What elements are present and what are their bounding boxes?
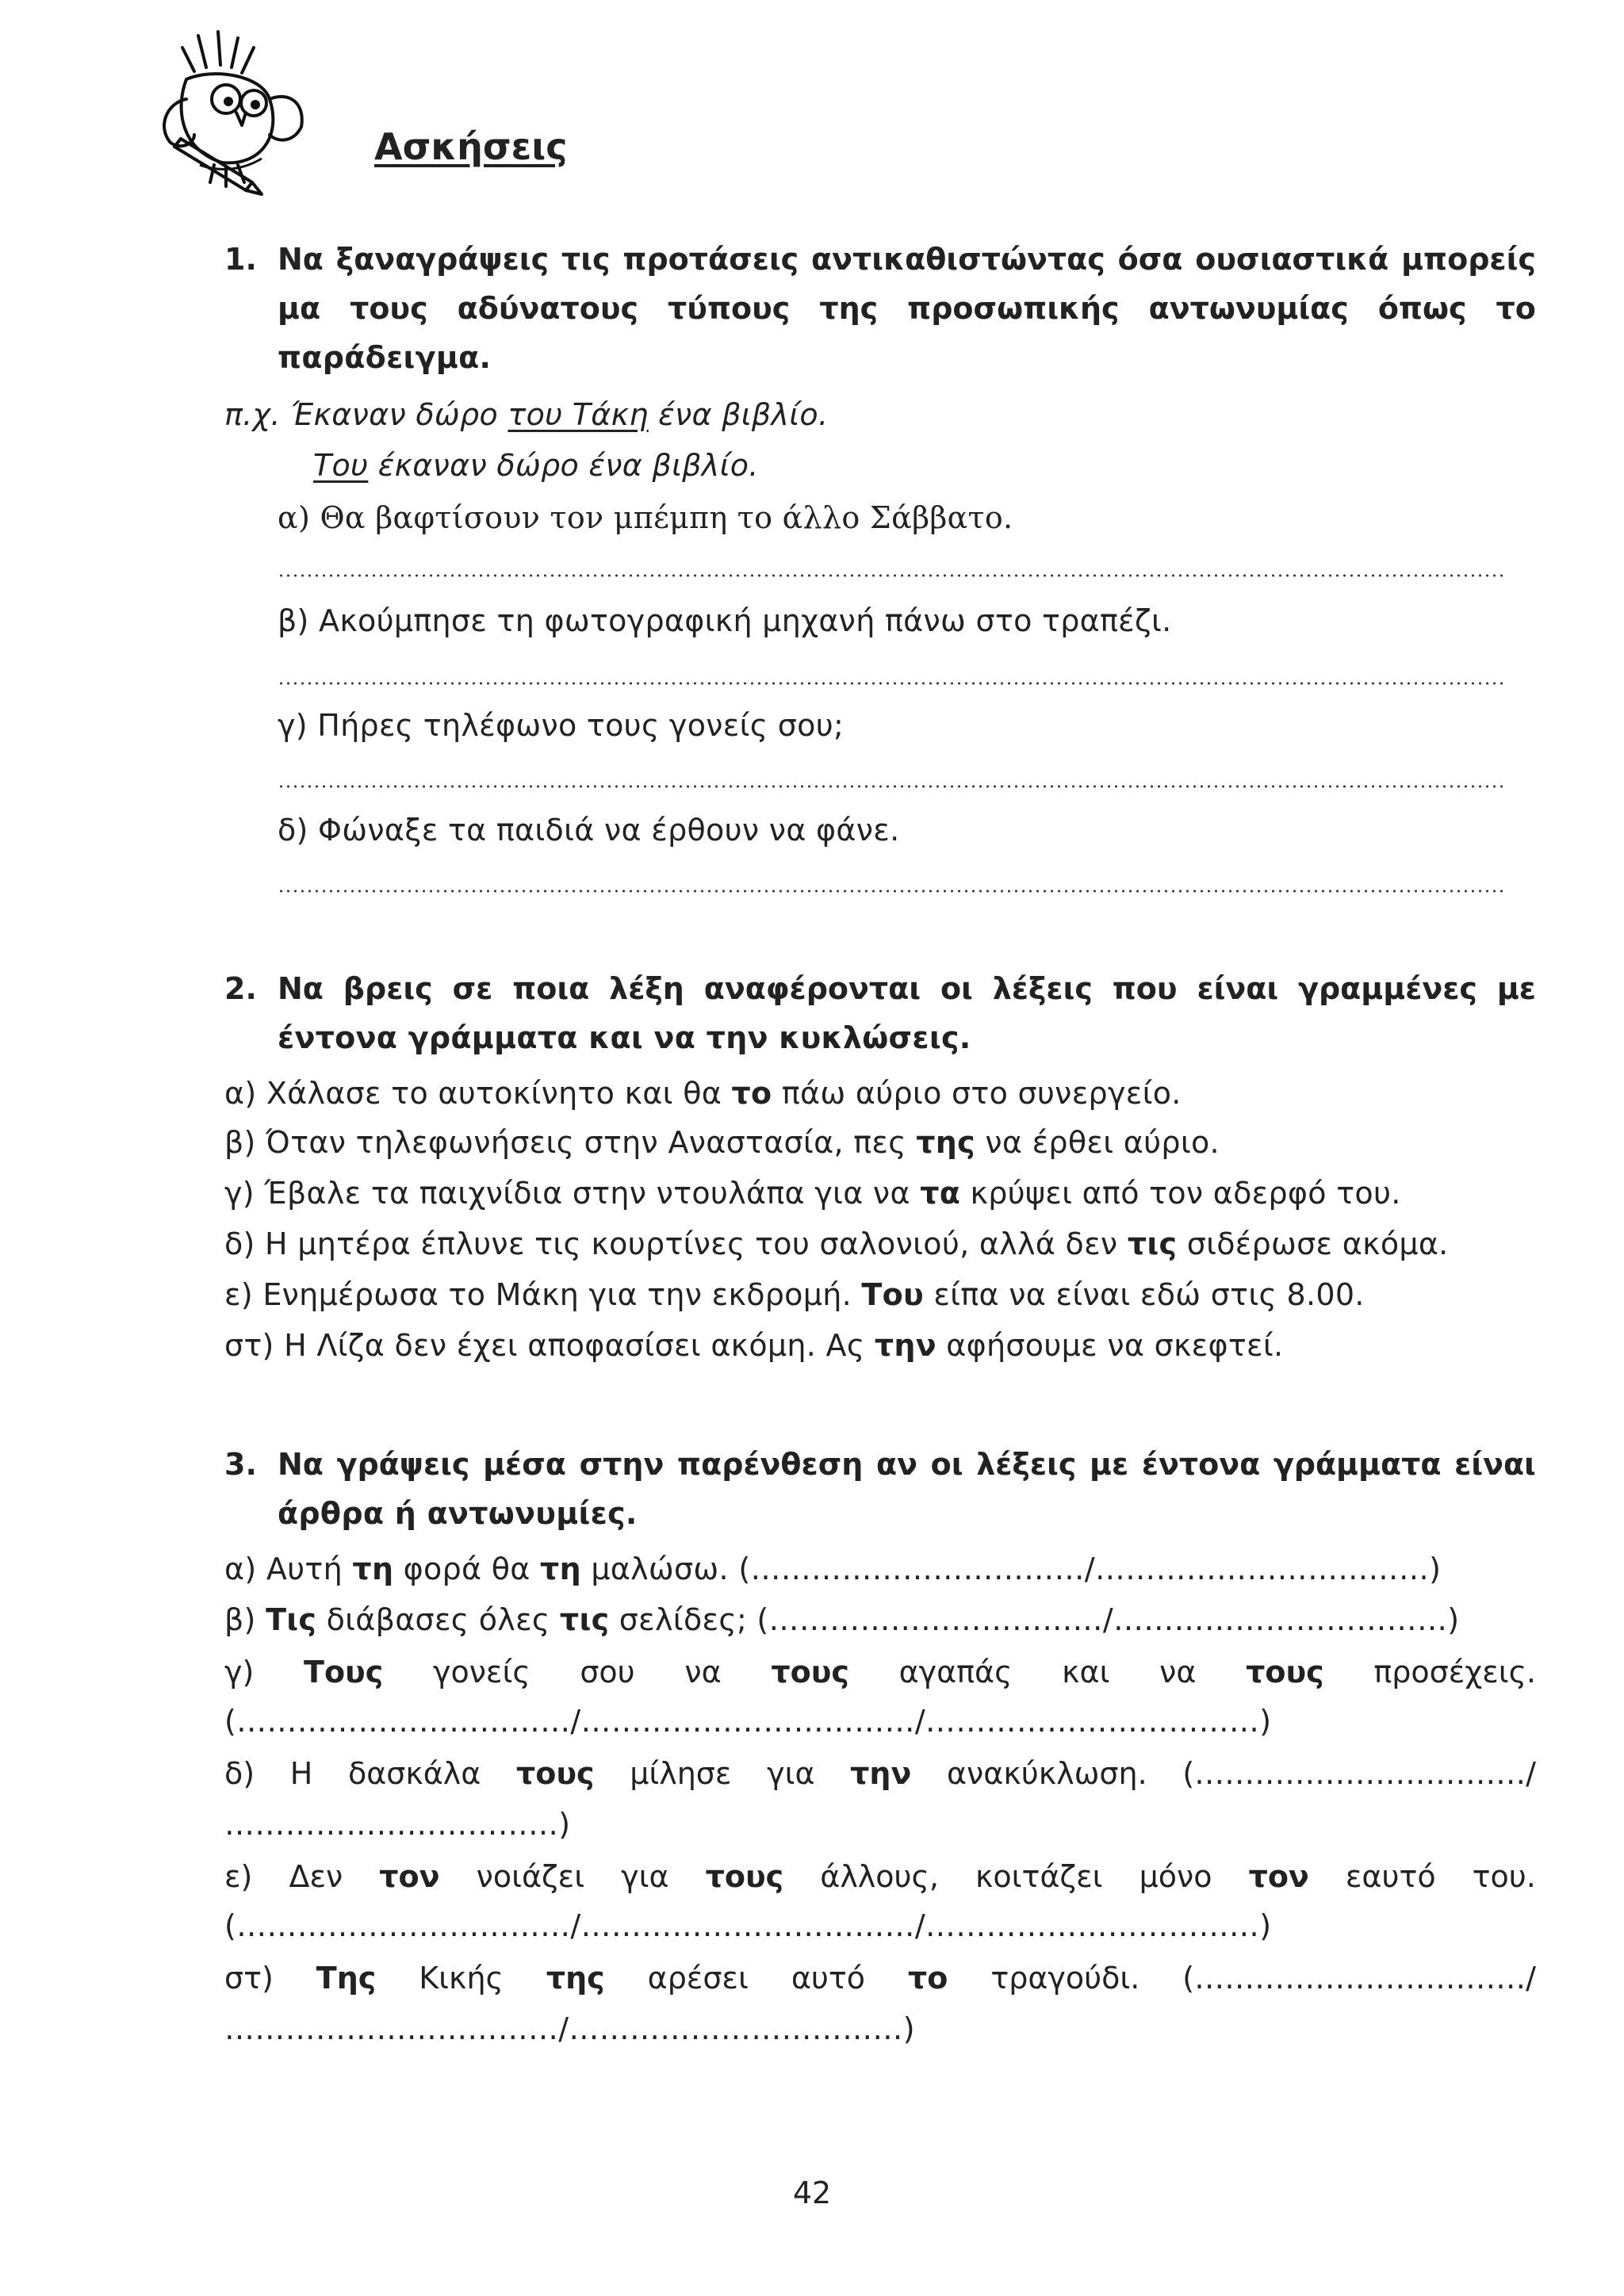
- instruction-word: τους: [350, 291, 428, 326]
- instruction-word: τύπους: [668, 291, 791, 326]
- instruction-word: γράμματα: [1273, 1447, 1442, 1482]
- instruction-word: σε: [452, 971, 493, 1006]
- instruction-word: γραμμένες: [1298, 971, 1477, 1006]
- ex1-item-d: δ) Φώναξε τα παιδιά να έρθουν να φάνε.: [278, 813, 900, 848]
- bold-word: τις: [559, 1602, 610, 1637]
- instruction-word: έντονα: [1141, 1447, 1261, 1482]
- ex2-item: α) Χάλασε το αυτοκίνητο και θα το πάω αύριο στο συνεργείο.: [224, 1076, 1182, 1111]
- ex3-item-d: δ) Η δασκάλα τους μίλησε για την ανακύκλωση. (……………………………/: [224, 1754, 1536, 1793]
- instruction-word: οι: [930, 1447, 963, 1482]
- answer-parenthesis[interactable]: (……………………………/: [1182, 1756, 1536, 1791]
- bold-word[interactable]: της: [916, 1125, 975, 1160]
- example-answer: [313, 446, 759, 485]
- instruction-word: αντωνυμίας: [1148, 291, 1349, 326]
- instruction-word: προσωπικής: [907, 291, 1120, 326]
- ex1-item-a: α) Θα βαφτίσουν τον μπέμπη το άλλο Σάββατο.: [278, 500, 1013, 535]
- instruction-word: το: [1496, 291, 1536, 326]
- page-number: 42: [792, 2175, 832, 2210]
- instruction-word: παρένθεση: [677, 1447, 864, 1482]
- example-sentence: [224, 395, 828, 434]
- ex2-item: ε) Ενημέρωσα το Μάκη για την εκδρομή. Του είπα να είναι εδώ στις 8.00.: [224, 1277, 1365, 1312]
- instruction-word: που: [1112, 971, 1178, 1006]
- answer-line[interactable]: [278, 682, 1507, 685]
- instruction-word: στην: [579, 1447, 665, 1482]
- instruction-word: της: [819, 291, 879, 326]
- instruction-word: αδύνατους: [457, 291, 639, 326]
- exercise-1-instruction-line2: [278, 289, 1536, 328]
- example-underlined: του Τάκη: [508, 397, 649, 432]
- instruction-word: αντικαθιστώντας: [811, 242, 1105, 277]
- ex2-item: β) Όταν τηλεφωνήσεις στην Αναστασία, πες της να έρθει αύριο.: [224, 1125, 1220, 1160]
- instruction-word: μα: [278, 291, 321, 326]
- instruction-word: όσα: [1117, 242, 1183, 277]
- answer-parenthesis[interactable]: μαλώσω. (……………………………/……………………………): [580, 1552, 1442, 1586]
- owl-with-pencil-icon: [151, 24, 309, 198]
- bold-word[interactable]: την: [874, 1328, 936, 1363]
- ex2-item: στ) Η Λίζα δεν έχει αποφασίσει ακόμη. Ας την αφήσουμε να σκεφτεί.: [224, 1328, 1284, 1363]
- instruction-word: ουσιαστικά: [1195, 242, 1389, 277]
- instruction-word: γράψεις: [336, 1447, 470, 1482]
- answer-line[interactable]: [278, 574, 1507, 577]
- answer-parenthesis[interactable]: ……………………………/……………………………): [224, 2011, 915, 2046]
- exercise-1-instruction-line3: παράδειγμα.: [278, 340, 492, 375]
- bold-word[interactable]: τις: [1127, 1226, 1178, 1261]
- bold-word: τη: [540, 1552, 581, 1586]
- answer-parenthesis[interactable]: ……………………………): [224, 1807, 571, 1842]
- bold-word: τη: [352, 1552, 394, 1586]
- bold-word[interactable]: τα: [920, 1176, 961, 1211]
- instruction-word: Να: [278, 242, 324, 277]
- instruction-word: με: [1496, 971, 1536, 1006]
- exercise-number: 3.: [224, 1447, 257, 1482]
- exercise-2-instruction-line2: έντονα γράμματα και να την κυκλώσεις.: [278, 1020, 971, 1055]
- ex2-item: γ) Έβαλε τα παιχνίδια στην ντουλάπα για να τα κρύψει από τον αδερφό του.: [224, 1176, 1401, 1211]
- instruction-word: αν: [876, 1447, 917, 1482]
- instruction-word: βρεις: [343, 971, 433, 1006]
- exercise-3-instruction-line2: άρθρα ή αντωνυμίες.: [278, 1496, 638, 1531]
- instruction-word: ποια: [512, 971, 590, 1006]
- ex1-item-b: β) Ακούμπησε τη φωτογραφική μηχανή πάνω στο τραπέζι.: [278, 603, 1172, 638]
- bold-word[interactable]: Του: [861, 1277, 924, 1312]
- instruction-word: με: [1090, 1447, 1129, 1482]
- instruction-word: αναφέρονται: [703, 971, 921, 1006]
- exercise-number: 2.: [224, 971, 257, 1006]
- exercise-2-instruction-line1: [278, 969, 1536, 1008]
- example-prefix: π.χ. Έκαναν δώρο: [224, 397, 508, 432]
- instruction-word: Να: [278, 971, 324, 1006]
- answer-parenthesis[interactable]: (……………………………/……………………………/……………………………): [224, 1704, 1272, 1739]
- instruction-word: λέξεις: [976, 1447, 1077, 1482]
- answer-line[interactable]: [278, 785, 1507, 788]
- ex2-item: δ) Η μητέρα έπλυνε τις κουρτίνες του σαλονιού, αλλά δεν τις σιδέρωσε ακόμα.: [224, 1226, 1449, 1261]
- instruction-word: λέξεις: [992, 971, 1093, 1006]
- exercise-3-instruction-line1: [278, 1445, 1536, 1484]
- instruction-word: Να: [278, 1447, 324, 1482]
- instruction-word: μέσα: [483, 1447, 566, 1482]
- answer-parenthesis[interactable]: σελίδες; (……………………………/……………………………): [609, 1602, 1460, 1637]
- page-title: Ασκήσεις: [374, 125, 568, 168]
- bold-word[interactable]: το: [731, 1076, 772, 1111]
- ex3-item-b: β) Τις διάβασες όλες τις σελίδες; (……………………………/……………………………): [224, 1602, 1460, 1637]
- instruction-word: είναι: [1197, 971, 1279, 1006]
- instruction-word: τις: [561, 242, 611, 277]
- ex1-item-c: γ) Πήρες τηλέφωνο τους γονείς σου;: [278, 708, 845, 743]
- mascot-owl-illustration: [151, 24, 309, 198]
- instruction-word: λέξη: [609, 971, 684, 1006]
- ex3-item-f: στ) Της Κικής της αρέσει αυτό το τραγούδι. (……………………………/: [224, 1958, 1536, 1998]
- instruction-word: προτάσεις: [622, 242, 799, 277]
- instruction-word: ξαναγράψεις: [335, 242, 550, 277]
- example-answer-rest: έκαναν δώρο ένα βιβλίο.: [368, 448, 759, 483]
- ex3-item-c: γ) Τους γονείς σου να τους αγαπάς και να τους προσέχεις.: [224, 1655, 1536, 1689]
- answer-line[interactable]: [278, 890, 1507, 893]
- ex3-item-e: ε) Δεν τον νοιάζει για τους άλλους, κοιτάζει μόνο τον εαυτό του.: [224, 1859, 1536, 1894]
- bold-word: Τις: [266, 1602, 317, 1637]
- exercise-number: 1.: [224, 242, 257, 277]
- instruction-word: οι: [940, 971, 973, 1006]
- instruction-word: όπως: [1377, 291, 1467, 326]
- instruction-word: μπορείς: [1401, 242, 1536, 277]
- example-suffix: ένα βιβλίο.: [648, 397, 829, 432]
- answer-parenthesis[interactable]: (……………………………/……………………………/……………………………): [224, 1908, 1272, 1943]
- example-answer-underlined: Του: [313, 448, 369, 483]
- exercise-1-instruction-line1: [278, 239, 1536, 279]
- ex3-item-a: α) Αυτή τη φορά θα τη μαλώσω. (……………………………/……………………………): [224, 1552, 1442, 1586]
- instruction-word: είναι: [1454, 1447, 1536, 1482]
- answer-parenthesis[interactable]: (……………………………/: [1182, 1961, 1536, 1996]
